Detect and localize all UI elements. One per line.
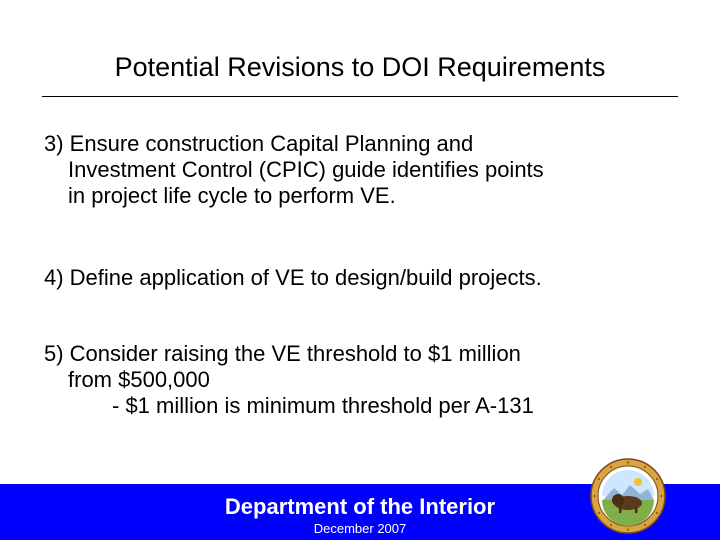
slide-title: Potential Revisions to DOI Requirements — [114, 52, 606, 82]
bullet-item-3 — [44, 131, 694, 209]
doi-seal-icon — [590, 458, 666, 534]
bullet-item-4 — [44, 265, 694, 291]
bullet-line: in project life cycle to perform VE. — [68, 183, 396, 208]
footer-title: Department of the Interior — [224, 494, 496, 519]
bullet-line: from $500,000 — [68, 367, 210, 392]
bullet-line: 3) Ensure construction Capital Planning and — [44, 131, 474, 156]
title-divider — [42, 96, 678, 97]
bullet-line: 5) Consider raising the VE threshold to $1 million — [44, 341, 521, 366]
sub-bullet-line: - $1 million is minimum threshold per A-131 — [112, 393, 534, 418]
bullet-line: Investment Control (CPIC) guide identifies points — [68, 157, 544, 182]
footer-date: December 2007 — [313, 521, 407, 536]
bullet-item-5 — [44, 341, 694, 419]
bullet-line: 4) Define application of VE to design/build projects. — [44, 265, 542, 290]
